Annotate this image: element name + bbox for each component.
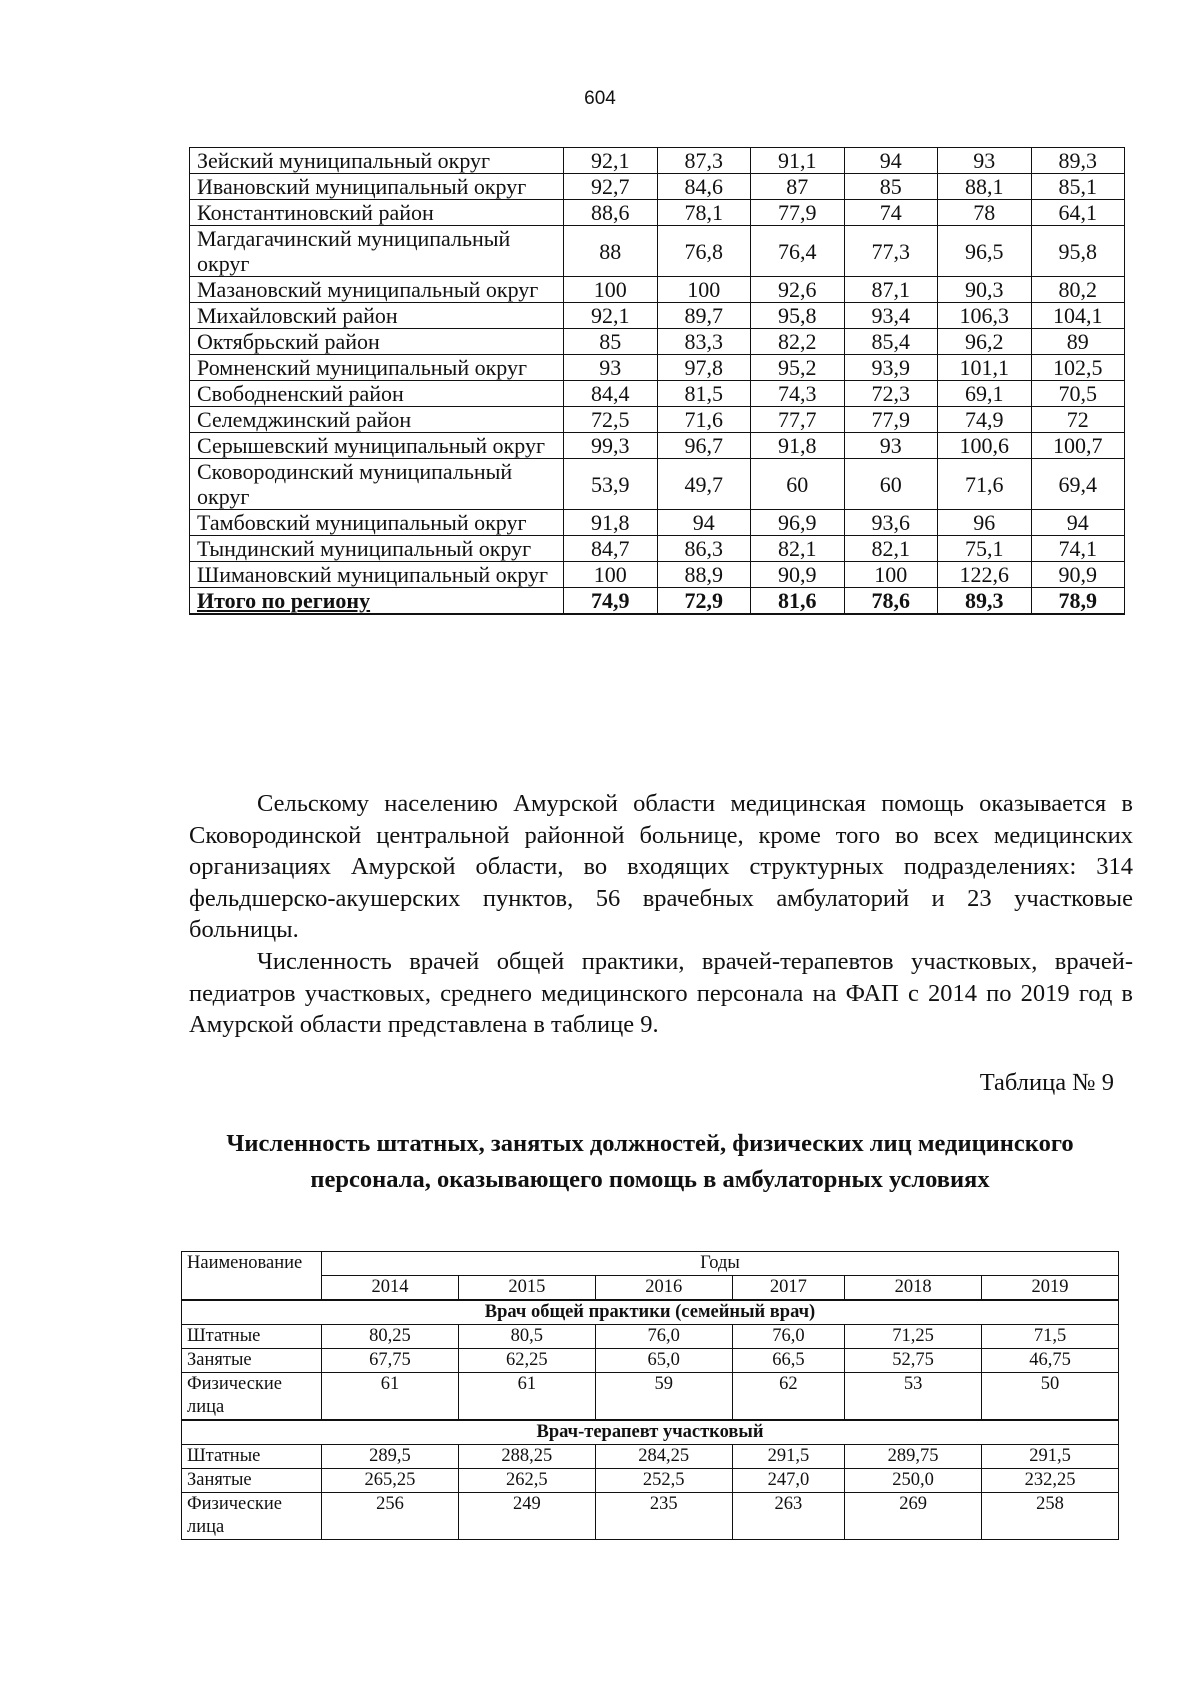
value-cell: 87,1: [844, 277, 938, 303]
value-cell: 92,1: [564, 148, 658, 174]
value-cell: 90,9: [751, 562, 845, 588]
value-cell: 74,9: [564, 588, 658, 615]
value-cell: 288,25: [458, 1445, 595, 1469]
value-cell: 72,3: [844, 381, 938, 407]
value-cell: 90,9: [1031, 562, 1125, 588]
value-cell: 62: [732, 1373, 844, 1421]
value-cell: 95,8: [751, 303, 845, 329]
value-cell: 72,9: [657, 588, 751, 615]
year-header: 2019: [982, 1276, 1119, 1301]
value-cell: 100,7: [1031, 433, 1125, 459]
value-cell: 78,1: [657, 200, 751, 226]
value-cell: 78: [938, 200, 1032, 226]
value-cell: 93,4: [844, 303, 938, 329]
value-cell: 95,2: [751, 355, 845, 381]
table-row: [190, 200, 1125, 226]
table-row: [190, 407, 1125, 433]
district-name: Серышевский муниципальный округ: [190, 433, 564, 459]
value-cell: 84,4: [564, 381, 658, 407]
value-cell: 96,9: [751, 510, 845, 536]
value-cell: 74: [844, 200, 938, 226]
value-cell: 89,3: [1031, 148, 1125, 174]
value-cell: 89,7: [657, 303, 751, 329]
value-cell: 94: [657, 510, 751, 536]
value-cell: 85: [844, 174, 938, 200]
value-cell: 93: [564, 355, 658, 381]
value-cell: 77,9: [751, 200, 845, 226]
value-cell: 74,9: [938, 407, 1032, 433]
table-row: [190, 433, 1125, 459]
value-cell: 92,1: [564, 303, 658, 329]
value-cell: 59: [595, 1373, 732, 1421]
value-cell: 88,6: [564, 200, 658, 226]
value-cell: 50: [982, 1373, 1119, 1421]
value-cell: 75,1: [938, 536, 1032, 562]
value-cell: 284,25: [595, 1445, 732, 1469]
value-cell: 91,8: [564, 510, 658, 536]
district-name: Тамбовский муниципальный округ: [190, 510, 564, 536]
value-cell: 53: [845, 1373, 982, 1421]
value-cell: 69,4: [1031, 459, 1125, 510]
value-cell: 100,6: [938, 433, 1032, 459]
value-cell: 94: [844, 148, 938, 174]
value-cell: 74,1: [1031, 536, 1125, 562]
row-label: Занятые: [182, 1349, 322, 1373]
value-cell: 67,75: [322, 1349, 459, 1373]
table-row: [190, 381, 1125, 407]
value-cell: 86,3: [657, 536, 751, 562]
value-cell: 78,9: [1031, 588, 1125, 615]
table-row: [190, 459, 1125, 510]
value-cell: 77,9: [844, 407, 938, 433]
value-cell: 291,5: [732, 1445, 844, 1469]
value-cell: 232,25: [982, 1469, 1119, 1493]
district-name: Константиновский район: [190, 200, 564, 226]
district-name: Мазановский муниципальный округ: [190, 277, 564, 303]
value-cell: 252,5: [595, 1469, 732, 1493]
value-cell: 235: [595, 1493, 732, 1540]
row-label: Занятые: [182, 1469, 322, 1493]
value-cell: 100: [564, 277, 658, 303]
table-row: [190, 355, 1125, 381]
table-title: Численность штатных, занятых должностей, физических лиц медицинского персонала, оказывающего помощь в амбулаторных условиях: [226, 1130, 1074, 1193]
year-header: 2015: [458, 1276, 595, 1301]
value-cell: 100: [564, 562, 658, 588]
value-cell: 265,25: [322, 1469, 459, 1493]
district-name: Магдагачинский муниципальный округ: [190, 226, 564, 277]
table-row: [182, 1325, 1119, 1349]
value-cell: 101,1: [938, 355, 1032, 381]
value-cell: 93: [844, 433, 938, 459]
year-header: 2017: [732, 1276, 844, 1301]
table-row: [190, 226, 1125, 277]
value-cell: 95,8: [1031, 226, 1125, 277]
value-cell: 93,6: [844, 510, 938, 536]
value-cell: 88,1: [938, 174, 1032, 200]
page-number: 604: [584, 88, 616, 109]
value-cell: 104,1: [1031, 303, 1125, 329]
value-cell: 88: [564, 226, 658, 277]
value-cell: 94: [1031, 510, 1125, 536]
table-row: [190, 536, 1125, 562]
total-row: [190, 588, 1125, 615]
value-cell: 99,3: [564, 433, 658, 459]
table-row: [190, 303, 1125, 329]
value-cell: 71,25: [845, 1325, 982, 1349]
value-cell: 82,1: [844, 536, 938, 562]
value-cell: 85,4: [844, 329, 938, 355]
row-label: Штатные: [182, 1445, 322, 1469]
value-cell: 53,9: [564, 459, 658, 510]
value-cell: 80,25: [322, 1325, 459, 1349]
table-row: [190, 174, 1125, 200]
value-cell: 77,7: [751, 407, 845, 433]
value-cell: 291,5: [982, 1445, 1119, 1469]
value-cell: 258: [982, 1493, 1119, 1540]
section-title: Врач общей практики (семейный врач): [182, 1300, 1119, 1325]
value-cell: 92,7: [564, 174, 658, 200]
value-cell: 91,1: [751, 148, 845, 174]
value-cell: 71,6: [938, 459, 1032, 510]
district-name: Итого по региону: [190, 588, 564, 615]
table-row: [190, 148, 1125, 174]
table-row: [190, 329, 1125, 355]
value-cell: 249: [458, 1493, 595, 1540]
years-row: [182, 1276, 1119, 1301]
value-cell: 76,4: [751, 226, 845, 277]
value-cell: 80,5: [458, 1325, 595, 1349]
section-title: Врач-терапевт участковый: [182, 1420, 1119, 1445]
year-header: 2014: [322, 1276, 459, 1301]
value-cell: 93: [938, 148, 1032, 174]
value-cell: 76,8: [657, 226, 751, 277]
value-cell: 263: [732, 1493, 844, 1540]
district-name: Зейский муниципальный округ: [190, 148, 564, 174]
value-cell: 90,3: [938, 277, 1032, 303]
value-cell: 78,6: [844, 588, 938, 615]
district-name: Октябрьский район: [190, 329, 564, 355]
district-name: Сковородинский муниципальный округ: [190, 459, 564, 510]
table-row: [182, 1493, 1119, 1540]
value-cell: 96,5: [938, 226, 1032, 277]
value-cell: 83,3: [657, 329, 751, 355]
year-header: 2016: [595, 1276, 732, 1301]
value-cell: 247,0: [732, 1469, 844, 1493]
value-cell: 71,6: [657, 407, 751, 433]
value-cell: 250,0: [845, 1469, 982, 1493]
value-cell: 122,6: [938, 562, 1032, 588]
paragraph-rural-care: Сельскому населению Амурской области медицинская помощь оказывается в Сковородинской центральной районной больнице, кроме того во всех медицинских организациях Амурской области, во входящих структурных подразделениях: 314 фельдшерско-акушерских пунктов, 56 врачебных амбулаторий и 23 участковые больницы.: [189, 790, 1133, 943]
row-label: Физические лица: [182, 1493, 322, 1540]
value-cell: 65,0: [595, 1349, 732, 1373]
district-name: Ивановский муниципальный округ: [190, 174, 564, 200]
district-name: Шимановский муниципальный округ: [190, 562, 564, 588]
table-row: [190, 510, 1125, 536]
district-name: Тындинский муниципальный округ: [190, 536, 564, 562]
row-label: Физические лица: [182, 1373, 322, 1421]
value-cell: 256: [322, 1493, 459, 1540]
value-cell: 60: [844, 459, 938, 510]
value-cell: 82,2: [751, 329, 845, 355]
value-cell: 289,5: [322, 1445, 459, 1469]
value-cell: 89,3: [938, 588, 1032, 615]
section-row: [182, 1300, 1119, 1325]
value-cell: 289,75: [845, 1445, 982, 1469]
table-row: [190, 562, 1125, 588]
value-cell: 100: [844, 562, 938, 588]
value-cell: 82,1: [751, 536, 845, 562]
value-cell: 100: [657, 277, 751, 303]
table-row: [182, 1445, 1119, 1469]
year-header: 2018: [845, 1276, 982, 1301]
value-cell: 61: [458, 1373, 595, 1421]
value-cell: 84,7: [564, 536, 658, 562]
value-cell: 71,5: [982, 1325, 1119, 1349]
value-cell: 76,0: [732, 1325, 844, 1349]
value-cell: 85: [564, 329, 658, 355]
staff-table: [181, 1251, 1119, 1540]
value-cell: 72: [1031, 407, 1125, 433]
value-cell: 69,1: [938, 381, 1032, 407]
value-cell: 85,1: [1031, 174, 1125, 200]
value-cell: 84,6: [657, 174, 751, 200]
value-cell: 89: [1031, 329, 1125, 355]
district-indicators-table: [189, 147, 1125, 615]
value-cell: 72,5: [564, 407, 658, 433]
row-label: Штатные: [182, 1325, 322, 1349]
district-name: Свободненский район: [190, 381, 564, 407]
table-row: [182, 1349, 1119, 1373]
value-cell: 81,6: [751, 588, 845, 615]
value-cell: 262,5: [458, 1469, 595, 1493]
value-cell: 64,1: [1031, 200, 1125, 226]
value-cell: 52,75: [845, 1349, 982, 1373]
value-cell: 96,7: [657, 433, 751, 459]
value-cell: 81,5: [657, 381, 751, 407]
value-cell: 80,2: [1031, 277, 1125, 303]
value-cell: 74,3: [751, 381, 845, 407]
header-years: Годы: [322, 1252, 1119, 1276]
header-row: [182, 1252, 1119, 1276]
value-cell: 46,75: [982, 1349, 1119, 1373]
value-cell: 70,5: [1031, 381, 1125, 407]
value-cell: 88,9: [657, 562, 751, 588]
value-cell: 91,8: [751, 433, 845, 459]
value-cell: 96: [938, 510, 1032, 536]
value-cell: 96,2: [938, 329, 1032, 355]
paragraph-staff-numbers: Численность врачей общей практики, врачей-терапевтов участковых, врачей-педиатров участковых, среднего медицинского персонала на ФАП с 2014 по 2019 год в Амурской области представлена в таблице 9.: [189, 948, 1133, 1038]
table-caption: Таблица № 9: [979, 1069, 1114, 1096]
district-name: Михайловский район: [190, 303, 564, 329]
value-cell: 66,5: [732, 1349, 844, 1373]
value-cell: 61: [322, 1373, 459, 1421]
table-row: [190, 277, 1125, 303]
value-cell: 106,3: [938, 303, 1032, 329]
value-cell: 102,5: [1031, 355, 1125, 381]
value-cell: 87: [751, 174, 845, 200]
section-row: [182, 1420, 1119, 1445]
value-cell: 97,8: [657, 355, 751, 381]
table-row: [182, 1469, 1119, 1493]
header-name: Наименование: [182, 1252, 322, 1301]
value-cell: 60: [751, 459, 845, 510]
value-cell: 77,3: [844, 226, 938, 277]
table-row: [182, 1373, 1119, 1421]
district-name: Ромненский муниципальный округ: [190, 355, 564, 381]
value-cell: 49,7: [657, 459, 751, 510]
district-name: Селемджинский район: [190, 407, 564, 433]
value-cell: 92,6: [751, 277, 845, 303]
value-cell: 93,9: [844, 355, 938, 381]
value-cell: 87,3: [657, 148, 751, 174]
value-cell: 269: [845, 1493, 982, 1540]
value-cell: 76,0: [595, 1325, 732, 1349]
value-cell: 62,25: [458, 1349, 595, 1373]
